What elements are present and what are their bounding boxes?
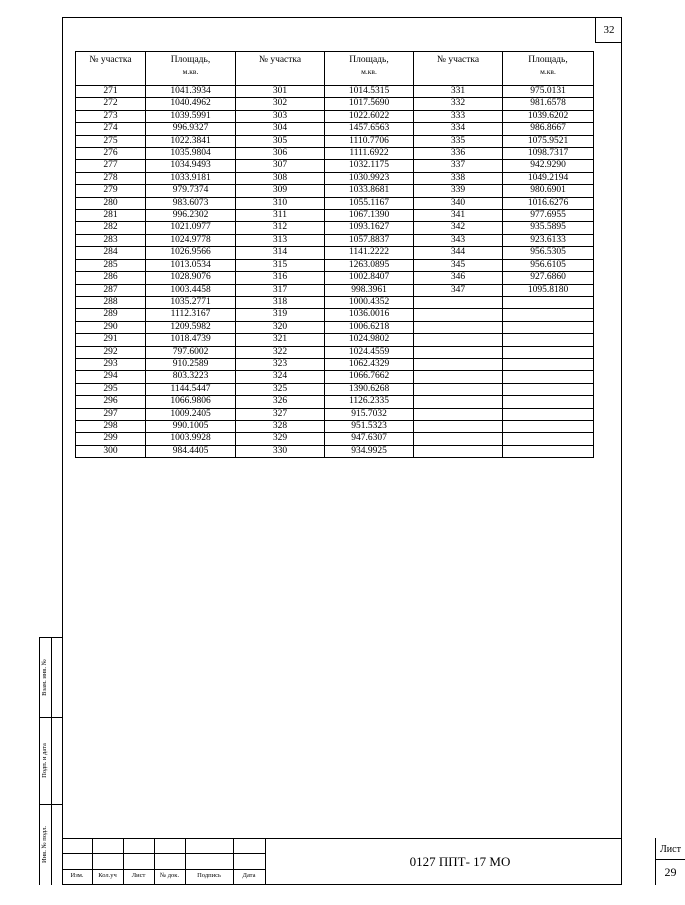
table-row bbox=[76, 346, 594, 358]
area-cell: 910.2589 bbox=[146, 358, 236, 370]
plot-number-cell: 281 bbox=[76, 210, 146, 222]
area-cell: 1017.5690 bbox=[325, 98, 414, 110]
area-cell bbox=[503, 334, 594, 346]
plot-number-cell: 336 bbox=[414, 148, 503, 160]
plot-number-cell bbox=[414, 321, 503, 333]
plot-number-cell: 308 bbox=[236, 172, 325, 184]
area-cell: 996.2302 bbox=[146, 210, 236, 222]
plot-number-cell: 288 bbox=[76, 296, 146, 308]
table-row bbox=[76, 222, 594, 234]
plot-number-cell: 274 bbox=[76, 123, 146, 135]
plot-number-cell: 300 bbox=[76, 445, 146, 457]
plot-number-cell: 340 bbox=[414, 197, 503, 209]
plot-number-cell: 309 bbox=[236, 185, 325, 197]
plot-number-cell: 278 bbox=[76, 172, 146, 184]
header-plot-number: № участка bbox=[414, 52, 503, 86]
area-cell: 975.0131 bbox=[503, 86, 594, 98]
header-plot-number: № участка bbox=[236, 52, 325, 86]
plot-number-cell: 343 bbox=[414, 234, 503, 246]
plot-number-cell: 313 bbox=[236, 234, 325, 246]
plot-number-cell: 337 bbox=[414, 160, 503, 172]
area-cell: 915.7032 bbox=[325, 408, 414, 420]
area-cell: 1055.1167 bbox=[325, 197, 414, 209]
area-cell: 984.4405 bbox=[146, 445, 236, 457]
area-cell: 1024.9778 bbox=[146, 234, 236, 246]
table-row bbox=[76, 383, 594, 395]
plot-number-cell: 321 bbox=[236, 334, 325, 346]
area-cell: 1009.2405 bbox=[146, 408, 236, 420]
table-header-row bbox=[76, 52, 594, 86]
area-cell: 1039.5991 bbox=[146, 110, 236, 122]
plot-number-cell: 331 bbox=[414, 86, 503, 98]
plot-number-cell: 311 bbox=[236, 210, 325, 222]
area-cell bbox=[503, 371, 594, 383]
plot-number-cell: 339 bbox=[414, 185, 503, 197]
area-cell: 1075.9521 bbox=[503, 135, 594, 147]
plot-number-cell: 316 bbox=[236, 272, 325, 284]
plot-number-cell bbox=[414, 383, 503, 395]
area-cell bbox=[503, 321, 594, 333]
area-cell: 1041.3934 bbox=[146, 86, 236, 98]
table-row bbox=[76, 160, 594, 172]
plot-number-cell: 335 bbox=[414, 135, 503, 147]
top-page-number bbox=[595, 17, 622, 43]
area-cell: 1028.9076 bbox=[146, 272, 236, 284]
area-cell: 1126.2335 bbox=[325, 396, 414, 408]
plot-number-cell: 325 bbox=[236, 383, 325, 395]
area-cell: 1013.0534 bbox=[146, 259, 236, 271]
plot-number-cell: 293 bbox=[76, 358, 146, 370]
area-cell: 1036.0016 bbox=[325, 309, 414, 321]
plot-number-cell bbox=[414, 296, 503, 308]
area-cell bbox=[503, 408, 594, 420]
plot-number-cell: 346 bbox=[414, 272, 503, 284]
area-cell: 1040.4962 bbox=[146, 98, 236, 110]
plot-number-cell: 285 bbox=[76, 259, 146, 271]
plot-number-cell: 323 bbox=[236, 358, 325, 370]
area-cell: 1263.0895 bbox=[325, 259, 414, 271]
label-change: Изм. bbox=[70, 872, 84, 879]
plot-number-cell: 277 bbox=[76, 160, 146, 172]
area-cell: 1035.9804 bbox=[146, 148, 236, 160]
plot-number-cell: 287 bbox=[76, 284, 146, 296]
plot-number-cell: 276 bbox=[76, 148, 146, 160]
area-cell: 803.3223 bbox=[146, 371, 236, 383]
sheet-box bbox=[655, 838, 684, 885]
table-row bbox=[76, 110, 594, 122]
area-cell: 1022.6022 bbox=[325, 110, 414, 122]
table-row bbox=[76, 433, 594, 445]
area-cell: 1209.5982 bbox=[146, 321, 236, 333]
plot-number-cell: 310 bbox=[236, 197, 325, 209]
plot-number-cell: 329 bbox=[236, 433, 325, 445]
plot-number-cell: 273 bbox=[76, 110, 146, 122]
table-row bbox=[76, 123, 594, 135]
plot-number-cell: 326 bbox=[236, 396, 325, 408]
area-cell bbox=[503, 433, 594, 445]
area-cell: 1457.6563 bbox=[325, 123, 414, 135]
area-cell: 1110.7706 bbox=[325, 135, 414, 147]
plot-number-cell: 347 bbox=[414, 284, 503, 296]
area-cell: 1390.6268 bbox=[325, 383, 414, 395]
plot-area-table bbox=[75, 51, 594, 458]
area-cell: 1003.4458 bbox=[146, 284, 236, 296]
area-cell: 998.3961 bbox=[325, 284, 414, 296]
plot-number-cell bbox=[414, 358, 503, 370]
area-cell: 1066.7662 bbox=[325, 371, 414, 383]
plot-number-cell: 303 bbox=[236, 110, 325, 122]
plot-number-cell: 328 bbox=[236, 420, 325, 432]
plot-number-cell: 292 bbox=[76, 346, 146, 358]
plot-number-cell: 282 bbox=[76, 222, 146, 234]
area-cell: 1098.7317 bbox=[503, 148, 594, 160]
area-cell: 1030.9923 bbox=[325, 172, 414, 184]
plot-number-cell: 284 bbox=[76, 247, 146, 259]
plot-number-cell: 275 bbox=[76, 135, 146, 147]
table-row bbox=[76, 148, 594, 160]
area-cell: 990.1005 bbox=[146, 420, 236, 432]
area-cell: 1039.6202 bbox=[503, 110, 594, 122]
table-row bbox=[76, 172, 594, 184]
area-cell bbox=[503, 296, 594, 308]
area-cell: 1034.9493 bbox=[146, 160, 236, 172]
plot-number-cell: 305 bbox=[236, 135, 325, 147]
plot-number-cell: 332 bbox=[414, 98, 503, 110]
area-cell: 1141.2222 bbox=[325, 247, 414, 259]
area-cell: 996.9327 bbox=[146, 123, 236, 135]
area-cell: 1144.5447 bbox=[146, 383, 236, 395]
sheet-number: 29 bbox=[664, 865, 677, 879]
area-cell: 1049.2194 bbox=[503, 172, 594, 184]
area-cell: 1006.6218 bbox=[325, 321, 414, 333]
area-cell: 1095.8180 bbox=[503, 284, 594, 296]
area-cell: 947.6307 bbox=[325, 433, 414, 445]
table-body bbox=[76, 86, 594, 458]
area-cell: 1066.9806 bbox=[146, 396, 236, 408]
label-date: Дата bbox=[242, 872, 256, 879]
table-row bbox=[76, 197, 594, 209]
plot-number-cell: 315 bbox=[236, 259, 325, 271]
area-cell: 1035.2771 bbox=[146, 296, 236, 308]
header-area: Площадь, м.кв. bbox=[325, 52, 414, 86]
area-cell: 1057.8837 bbox=[325, 234, 414, 246]
table-row bbox=[76, 86, 594, 98]
table-row bbox=[76, 321, 594, 333]
plot-number-cell: 341 bbox=[414, 210, 503, 222]
label-sheet: Лист bbox=[131, 872, 146, 879]
header-area: Площадь, м.кв. bbox=[146, 52, 236, 86]
area-cell: 977.6955 bbox=[503, 210, 594, 222]
area-cell: 1062.4329 bbox=[325, 358, 414, 370]
area-cell: 1000.4352 bbox=[325, 296, 414, 308]
area-cell: 1093.1627 bbox=[325, 222, 414, 234]
header-area: Площадь, м.кв. bbox=[503, 52, 594, 86]
area-cell: 980.6901 bbox=[503, 185, 594, 197]
plot-number-cell: 297 bbox=[76, 408, 146, 420]
plot-number-cell: 271 bbox=[76, 86, 146, 98]
area-cell: 1024.4559 bbox=[325, 346, 414, 358]
table-row bbox=[76, 371, 594, 383]
area-cell bbox=[503, 346, 594, 358]
area-cell: 1024.9802 bbox=[325, 334, 414, 346]
plot-number-cell: 344 bbox=[414, 247, 503, 259]
title-block bbox=[62, 838, 681, 885]
plot-number-cell: 283 bbox=[76, 234, 146, 246]
document-code: 0127 ППТ- 17 МО bbox=[409, 853, 511, 869]
area-cell: 942.9290 bbox=[503, 160, 594, 172]
plot-number-cell: 301 bbox=[236, 86, 325, 98]
area-cell: 1018.4739 bbox=[146, 334, 236, 346]
area-cell bbox=[503, 420, 594, 432]
plot-number-cell: 330 bbox=[236, 445, 325, 457]
area-cell: 1026.9566 bbox=[146, 247, 236, 259]
area-cell: 979.7374 bbox=[146, 185, 236, 197]
area-cell: 981.6578 bbox=[503, 98, 594, 110]
area-cell: 1033.9181 bbox=[146, 172, 236, 184]
area-cell: 1002.8407 bbox=[325, 272, 414, 284]
area-cell: 1016.6276 bbox=[503, 197, 594, 209]
area-cell bbox=[503, 383, 594, 395]
plot-number-cell: 302 bbox=[236, 98, 325, 110]
label-count: Кол.уч bbox=[98, 872, 117, 879]
plot-number-cell: 306 bbox=[236, 148, 325, 160]
table-row bbox=[76, 420, 594, 432]
plot-number-cell: 279 bbox=[76, 185, 146, 197]
plot-number-cell bbox=[414, 309, 503, 321]
side-label-signature-date: Подп. и дата bbox=[41, 743, 49, 778]
plot-number-cell: 294 bbox=[76, 371, 146, 383]
plot-number-cell bbox=[414, 346, 503, 358]
area-cell: 983.6073 bbox=[146, 197, 236, 209]
plot-number-cell: 324 bbox=[236, 371, 325, 383]
table-row bbox=[76, 358, 594, 370]
plot-number-cell: 317 bbox=[236, 284, 325, 296]
plot-number-cell: 318 bbox=[236, 296, 325, 308]
area-cell: 797.6002 bbox=[146, 346, 236, 358]
area-cell: 1003.9928 bbox=[146, 433, 236, 445]
plot-number-cell: 291 bbox=[76, 334, 146, 346]
plot-number-cell bbox=[414, 408, 503, 420]
area-cell bbox=[503, 396, 594, 408]
area-cell: 951.5323 bbox=[325, 420, 414, 432]
area-cell: 1111.6922 bbox=[325, 148, 414, 160]
plot-number-cell bbox=[414, 334, 503, 346]
plot-number-cell: 314 bbox=[236, 247, 325, 259]
plot-number-cell: 307 bbox=[236, 160, 325, 172]
area-cell bbox=[503, 445, 594, 457]
area-cell: 1067.1390 bbox=[325, 210, 414, 222]
table-row bbox=[76, 272, 594, 284]
plot-number-cell bbox=[414, 445, 503, 457]
table-row bbox=[76, 309, 594, 321]
revision-grid bbox=[62, 838, 265, 885]
plot-number-cell: 319 bbox=[236, 309, 325, 321]
table-row bbox=[76, 247, 594, 259]
area-cell: 956.6105 bbox=[503, 259, 594, 271]
plot-number-cell: 333 bbox=[414, 110, 503, 122]
top-page-number-text: 32 bbox=[603, 23, 615, 36]
plot-number-cell: 345 bbox=[414, 259, 503, 271]
plot-number-cell bbox=[414, 396, 503, 408]
plot-number-cell: 334 bbox=[414, 123, 503, 135]
area-cell: 956.5305 bbox=[503, 247, 594, 259]
plot-number-cell bbox=[414, 420, 503, 432]
plot-number-cell bbox=[414, 371, 503, 383]
plot-number-cell: 295 bbox=[76, 383, 146, 395]
side-stamp-strip bbox=[39, 637, 62, 885]
area-cell: 927.6860 bbox=[503, 272, 594, 284]
area-cell: 934.9925 bbox=[325, 445, 414, 457]
plot-number-cell: 327 bbox=[236, 408, 325, 420]
plot-number-cell: 299 bbox=[76, 433, 146, 445]
plot-number-cell bbox=[414, 433, 503, 445]
table-row bbox=[76, 210, 594, 222]
table-row bbox=[76, 445, 594, 457]
side-label-replacement: Взам. инв. № bbox=[41, 658, 49, 696]
area-cell: 1032.1175 bbox=[325, 160, 414, 172]
table-row bbox=[76, 334, 594, 346]
plot-number-cell: 342 bbox=[414, 222, 503, 234]
area-cell bbox=[503, 309, 594, 321]
area-cell: 923.6133 bbox=[503, 234, 594, 246]
plot-number-cell: 290 bbox=[76, 321, 146, 333]
table-row bbox=[76, 296, 594, 308]
area-cell bbox=[503, 358, 594, 370]
plot-number-cell: 304 bbox=[236, 123, 325, 135]
plot-number-cell: 322 bbox=[236, 346, 325, 358]
plot-number-cell: 289 bbox=[76, 309, 146, 321]
plot-number-cell: 280 bbox=[76, 197, 146, 209]
label-doc-number: № док. bbox=[159, 872, 180, 879]
table-row bbox=[76, 98, 594, 110]
table-row bbox=[76, 284, 594, 296]
table-row bbox=[76, 408, 594, 420]
area-cell: 1014.5315 bbox=[325, 86, 414, 98]
table-row bbox=[76, 135, 594, 147]
area-cell: 1022.3841 bbox=[146, 135, 236, 147]
table-row bbox=[76, 396, 594, 408]
area-cell: 986.8667 bbox=[503, 123, 594, 135]
area-cell: 1112.3167 bbox=[146, 309, 236, 321]
table-row bbox=[76, 185, 594, 197]
side-label-inventory: Инв. № подл. bbox=[41, 825, 49, 864]
area-cell: 935.5895 bbox=[503, 222, 594, 234]
header-plot-number: № участка bbox=[76, 52, 146, 86]
table-row bbox=[76, 234, 594, 246]
plot-number-cell: 272 bbox=[76, 98, 146, 110]
plot-number-cell: 298 bbox=[76, 420, 146, 432]
plot-number-cell: 338 bbox=[414, 172, 503, 184]
plot-number-cell: 286 bbox=[76, 272, 146, 284]
plot-number-cell: 296 bbox=[76, 396, 146, 408]
plot-number-cell: 312 bbox=[236, 222, 325, 234]
area-cell: 1021.0977 bbox=[146, 222, 236, 234]
label-signature: Подпись bbox=[197, 872, 221, 879]
table-row bbox=[76, 259, 594, 271]
sheet-label: Лист bbox=[660, 844, 681, 855]
area-cell: 1033.8681 bbox=[325, 185, 414, 197]
plot-number-cell: 320 bbox=[236, 321, 325, 333]
